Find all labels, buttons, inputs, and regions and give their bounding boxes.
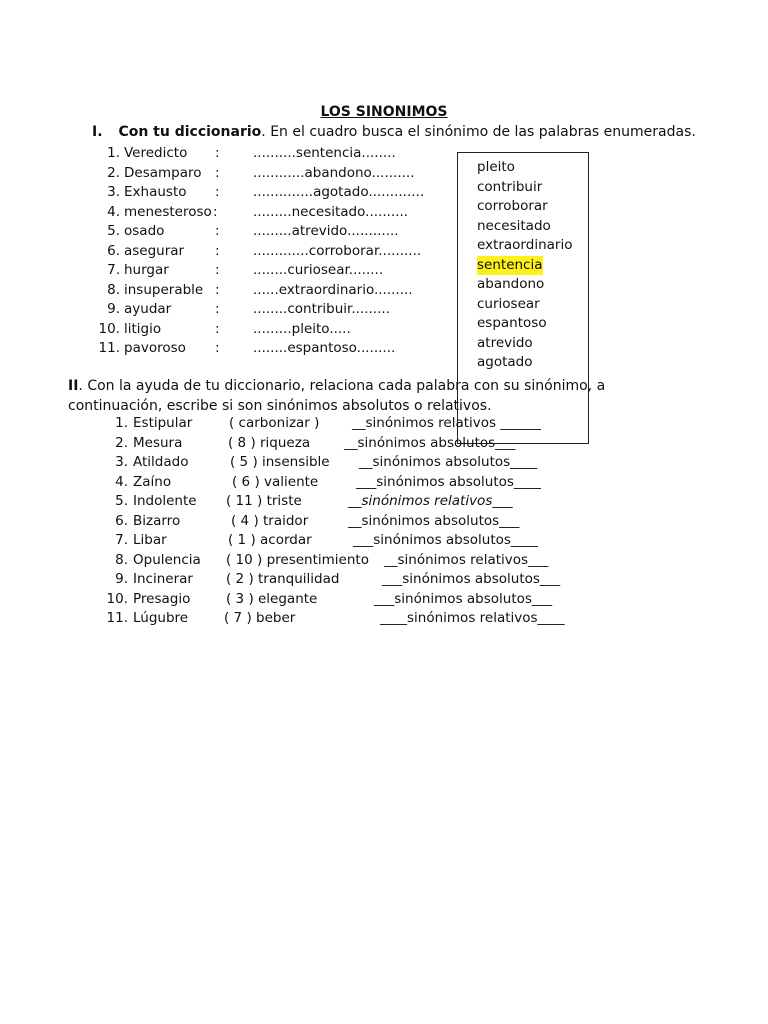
item-word: Atildado xyxy=(133,454,189,470)
item-number: 2. xyxy=(115,434,128,451)
item-answer: .........pleito..... xyxy=(253,320,351,337)
section-1-number: I. xyxy=(92,124,103,140)
item-number: 11. xyxy=(106,610,128,626)
box-word-highlighted: sentencia xyxy=(477,256,543,276)
item-answer: ......extraordinario......... xyxy=(253,281,413,298)
box-word: abandono xyxy=(477,276,545,292)
item-synonym: ( 11 ) triste xyxy=(226,493,302,509)
item-colon: : xyxy=(215,184,220,200)
item-synonym: ( 3 ) elegante xyxy=(226,590,318,607)
box-word: curiosear xyxy=(477,295,540,312)
section-1-instruction xyxy=(92,124,696,140)
item-number: 6. xyxy=(107,242,120,259)
item-number: 8. xyxy=(107,281,120,298)
item-word: Lúgubre xyxy=(133,610,189,626)
item-colon: : xyxy=(215,145,220,161)
item-synonym: ( 7 ) beber xyxy=(224,610,296,626)
item-synonym: ( 8 ) riqueza xyxy=(228,434,311,451)
item-number: 7. xyxy=(107,262,120,278)
result-suffix: ___ xyxy=(492,493,513,509)
item-number: 5. xyxy=(107,223,120,239)
section-2-text: . Con la ayuda de tu diccionario, relaciona cada palabra con su sinónimo, a continuación, escribe si son sinónimos absolutos o relativos. xyxy=(68,378,606,414)
box-word: contribuir xyxy=(477,178,543,195)
item-synonym: ( 4 ) traidor xyxy=(231,512,309,529)
item-number: 8. xyxy=(115,551,128,568)
item-result: __sinónimos relativos ______ xyxy=(352,415,541,431)
item-number: 3. xyxy=(115,454,128,470)
item-colon: : xyxy=(215,340,220,356)
item-word: Libar xyxy=(133,532,167,548)
box-word: atrevido xyxy=(477,334,533,351)
box-word: necesitado xyxy=(477,217,551,234)
item-colon: : xyxy=(215,262,220,278)
item-number: 7. xyxy=(115,532,128,548)
item-result: ___sinónimos absolutos____ xyxy=(356,473,541,490)
item-number: 9. xyxy=(107,301,120,317)
item-number: 4. xyxy=(107,203,120,220)
item-colon: : xyxy=(215,223,220,239)
page-title: LOS SINONIMOS xyxy=(320,104,448,120)
item-result: __sinónimos absolutos___ xyxy=(344,434,516,451)
item-synonym: ( 2 ) tranquilidad xyxy=(226,571,340,587)
item-synonym: ( 10 ) presentimiento xyxy=(226,551,369,568)
section-2-number: II xyxy=(68,378,79,394)
item-word: asegurar xyxy=(124,242,185,259)
item-synonym: ( 6 ) valiente xyxy=(232,473,319,490)
item-colon: : xyxy=(215,281,220,298)
item-word: ayudar xyxy=(124,301,172,317)
item-synonym: ( 5 ) insensible xyxy=(230,454,330,470)
item-word: Incinerar xyxy=(133,571,193,587)
item-result: ___sinónimos absolutos___ xyxy=(374,590,553,607)
item-answer: ........contribuir......... xyxy=(253,301,390,317)
item-word: Zaíno xyxy=(133,473,172,490)
item-answer: ..............agotado............. xyxy=(253,184,425,200)
item-number: 10. xyxy=(98,320,120,337)
item-number: 5. xyxy=(115,493,128,509)
item-result: __sinónimos relativos___ xyxy=(384,551,549,568)
section-1-text: . En el cuadro busca el sinónimo de las palabras enumeradas. xyxy=(261,124,696,140)
item-word: Opulencia xyxy=(133,551,201,568)
item-number: 6. xyxy=(115,512,128,529)
item-word: insuperable xyxy=(124,281,204,298)
item-word: osado xyxy=(124,223,165,239)
item-colon: : xyxy=(215,164,220,181)
item-word: Presagio xyxy=(133,590,191,607)
item-word: Exhausto xyxy=(124,184,187,200)
item-word: Veredicto xyxy=(124,145,188,161)
item-result xyxy=(348,492,513,512)
item-word: hurgar xyxy=(124,262,169,278)
item-answer: ........espantoso......... xyxy=(253,340,396,356)
item-colon: : xyxy=(215,242,220,259)
item-number: 1. xyxy=(115,415,128,431)
item-result: __sinónimos absolutos____ xyxy=(359,454,538,470)
item-number: 1. xyxy=(107,145,120,161)
box-word: pleito xyxy=(477,159,515,175)
item-answer: ........curiosear........ xyxy=(253,262,384,278)
item-colon: : xyxy=(215,301,220,317)
item-word: menesteroso xyxy=(124,203,212,220)
item-answer: .........necesitado.......... xyxy=(253,203,409,220)
item-result: ___sinónimos absolutos___ xyxy=(382,571,561,587)
item-word: litigio xyxy=(124,320,162,337)
item-number: 9. xyxy=(115,571,128,587)
item-number: 2. xyxy=(107,164,120,181)
item-result: ____sinónimos relativos____ xyxy=(380,610,565,626)
section-1-lead: Con tu diccionario xyxy=(118,124,262,140)
item-number: 11. xyxy=(98,340,120,356)
section-2-instruction xyxy=(68,376,628,416)
item-word: Indolente xyxy=(133,493,197,509)
item-word: Mesura xyxy=(133,434,183,451)
item-answer: .............corroborar.......... xyxy=(253,242,422,259)
item-word: Bizarro xyxy=(133,512,181,529)
item-colon: : xyxy=(213,203,218,220)
item-number: 3. xyxy=(107,184,120,200)
item-answer: ..........sentencia........ xyxy=(253,145,396,161)
item-answer: .........atrevido............ xyxy=(253,223,399,239)
item-synonym: ( 1 ) acordar xyxy=(228,532,312,548)
item-number: 10. xyxy=(106,590,128,607)
item-result: __sinónimos absolutos___ xyxy=(348,512,520,529)
result-italic-text: sinónimos relativos xyxy=(361,493,493,509)
item-word: pavoroso xyxy=(124,340,186,356)
box-word: corroborar xyxy=(477,198,548,214)
item-number: 4. xyxy=(115,473,128,490)
box-word: espantoso xyxy=(477,315,547,331)
item-synonym: ( carbonizar ) xyxy=(229,415,320,431)
box-word: extraordinario xyxy=(477,237,573,253)
item-word: Estipular xyxy=(133,415,193,431)
result-prefix: __ xyxy=(348,493,362,509)
box-word: agotado xyxy=(477,354,533,370)
item-answer: ............abandono.......... xyxy=(253,164,415,181)
item-result: ___sinónimos absolutos____ xyxy=(353,532,538,548)
item-colon: : xyxy=(215,320,220,337)
item-word: Desamparo xyxy=(124,164,202,181)
